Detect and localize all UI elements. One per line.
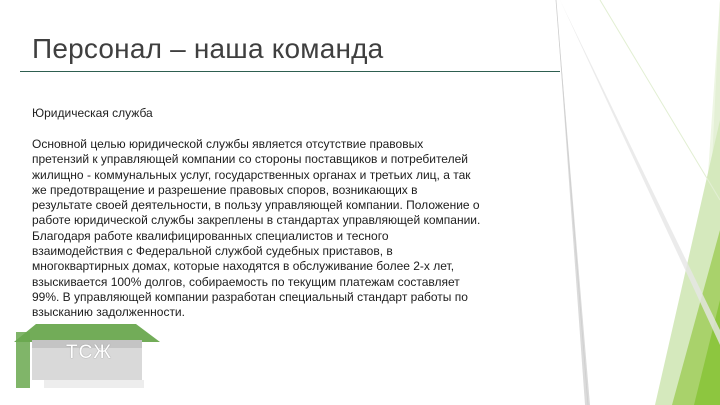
body-paragraph: Основной целью юридической службы является отсутствие правовых претензий к управляющей компании со стороны поставщиков и потребителей жилищно - коммунальных услуг, государственных органах и третьих лиц, а так же предотвращение и разрешение правовых споров, возникающих в результате своей деятельности, в пользу управляющей компании. Положение о работе юридической службы закреплены в стандартах управляющей компании. Благодаря работе квалифицированных специалистов и тесного взаимодействия с Федеральной службой судебных приставов, в многоквартирных домах, которые находятся в обслуживание более 2-х лет, взыскивается 100% долгов, собираемость по текущим платежам составляет 99%. В управляющей компании разработан специальный стандарт работы по взысканию задолженности. (32, 137, 481, 320)
section-subtitle: Юридическая служба (32, 106, 153, 120)
house-label: ТСЖ (66, 342, 112, 363)
title-underline (20, 71, 560, 72)
slide-title: Персонал – наша команда (32, 33, 384, 64)
